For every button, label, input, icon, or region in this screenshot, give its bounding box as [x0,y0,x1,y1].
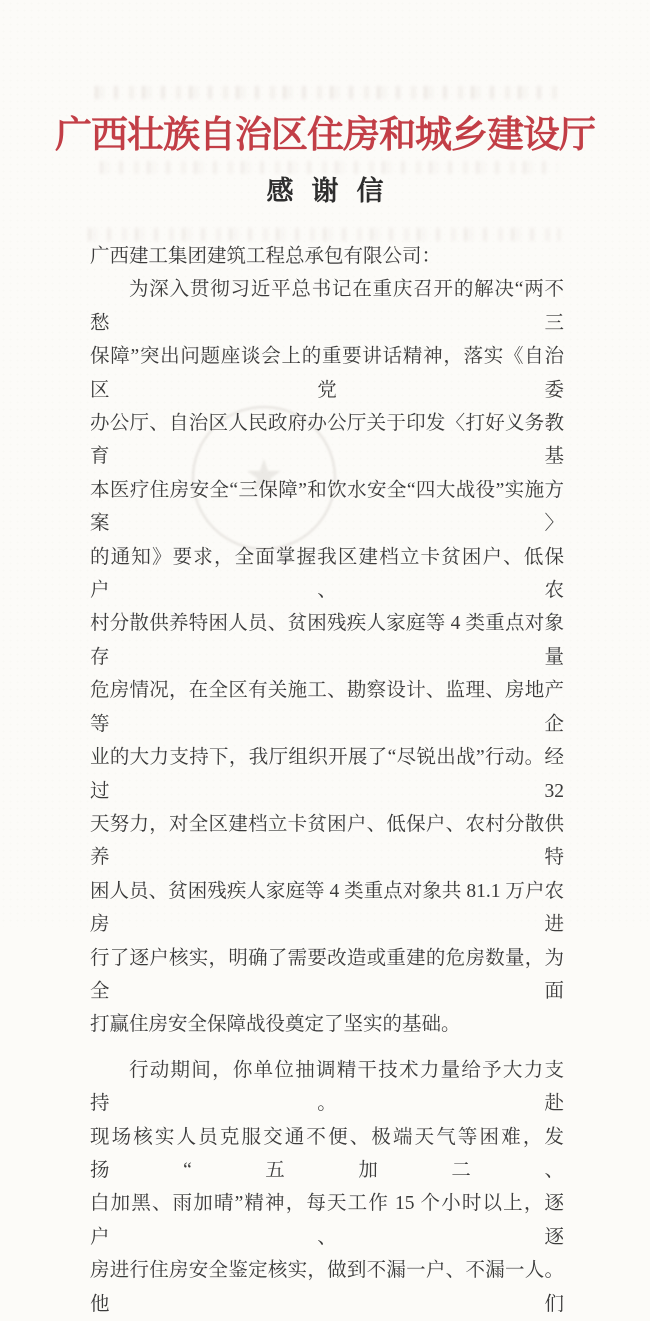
letter-line: 打赢住房安全保障战役奠定了坚实的基础。 [90,1014,461,1036]
letter-line: 保障”突出问题座谈会上的重要讲话精神，落实《自治区党委 [90,346,564,401]
letter-title: 感谢信 [266,176,402,206]
letter-body [90,240,564,1321]
letter-line: 房进行住房安全鉴定核实，做到不漏一户、不漏一人。他们 [90,1260,564,1315]
letter-line: 为深入贯彻习近平总书记在重庆召开的解决“两不愁三 [90,279,564,334]
letter-line: 白加黑、雨加晴”精神，每天工作 15 个小时以上，逐户、逐 [90,1193,564,1248]
letter-line: 本医疗住房安全“三保障”和饮水安全“四大战役”实施方案〉 [90,479,564,535]
bleed-through-text-top [95,86,560,99]
letter-line: 天努力，对全区建档立卡贫困户、低保户、农村分散供养特 [90,813,564,869]
letter-line: 行了逐户核实，明确了需要改造或重建的危房数量，为全面 [90,947,564,1002]
letter-line: 危房情况，在全区有关施工、勘察设计、监理、房地产等企 [90,680,564,735]
letter-line: 行动期间，你单位抽调精干技术力量给予大力支持。赴 [90,1059,564,1115]
org-title: 广西壮族自治区住房和城乡建设厅 [55,115,595,156]
letter-line: 的通知》要求，全面掌握我区建档立卡贫困户、低保户、农 [90,546,564,602]
letter-line: 现场核实人员克服交通不便、极端天气等困难，发扬“五加二、 [90,1126,564,1181]
letter-line: 办公厅、自治区人民政府办公厅关于印发〈打好义务教育基 [90,413,564,468]
letter-line: 村分散供养特困人员、贫困残疾人家庭等 4 类重点对象存量 [90,613,564,668]
letter-line: 业的大力支持下，我厅组织开展了“尽锐出战”行动。经过 32 [90,747,564,802]
salutation-line: 广西建工集团建筑工程总承包有限公司： [90,246,442,267]
letter-line: 困人员、贫困残疾人家庭等 4 类重点对象共 81.1 万户农房进 [90,880,564,936]
